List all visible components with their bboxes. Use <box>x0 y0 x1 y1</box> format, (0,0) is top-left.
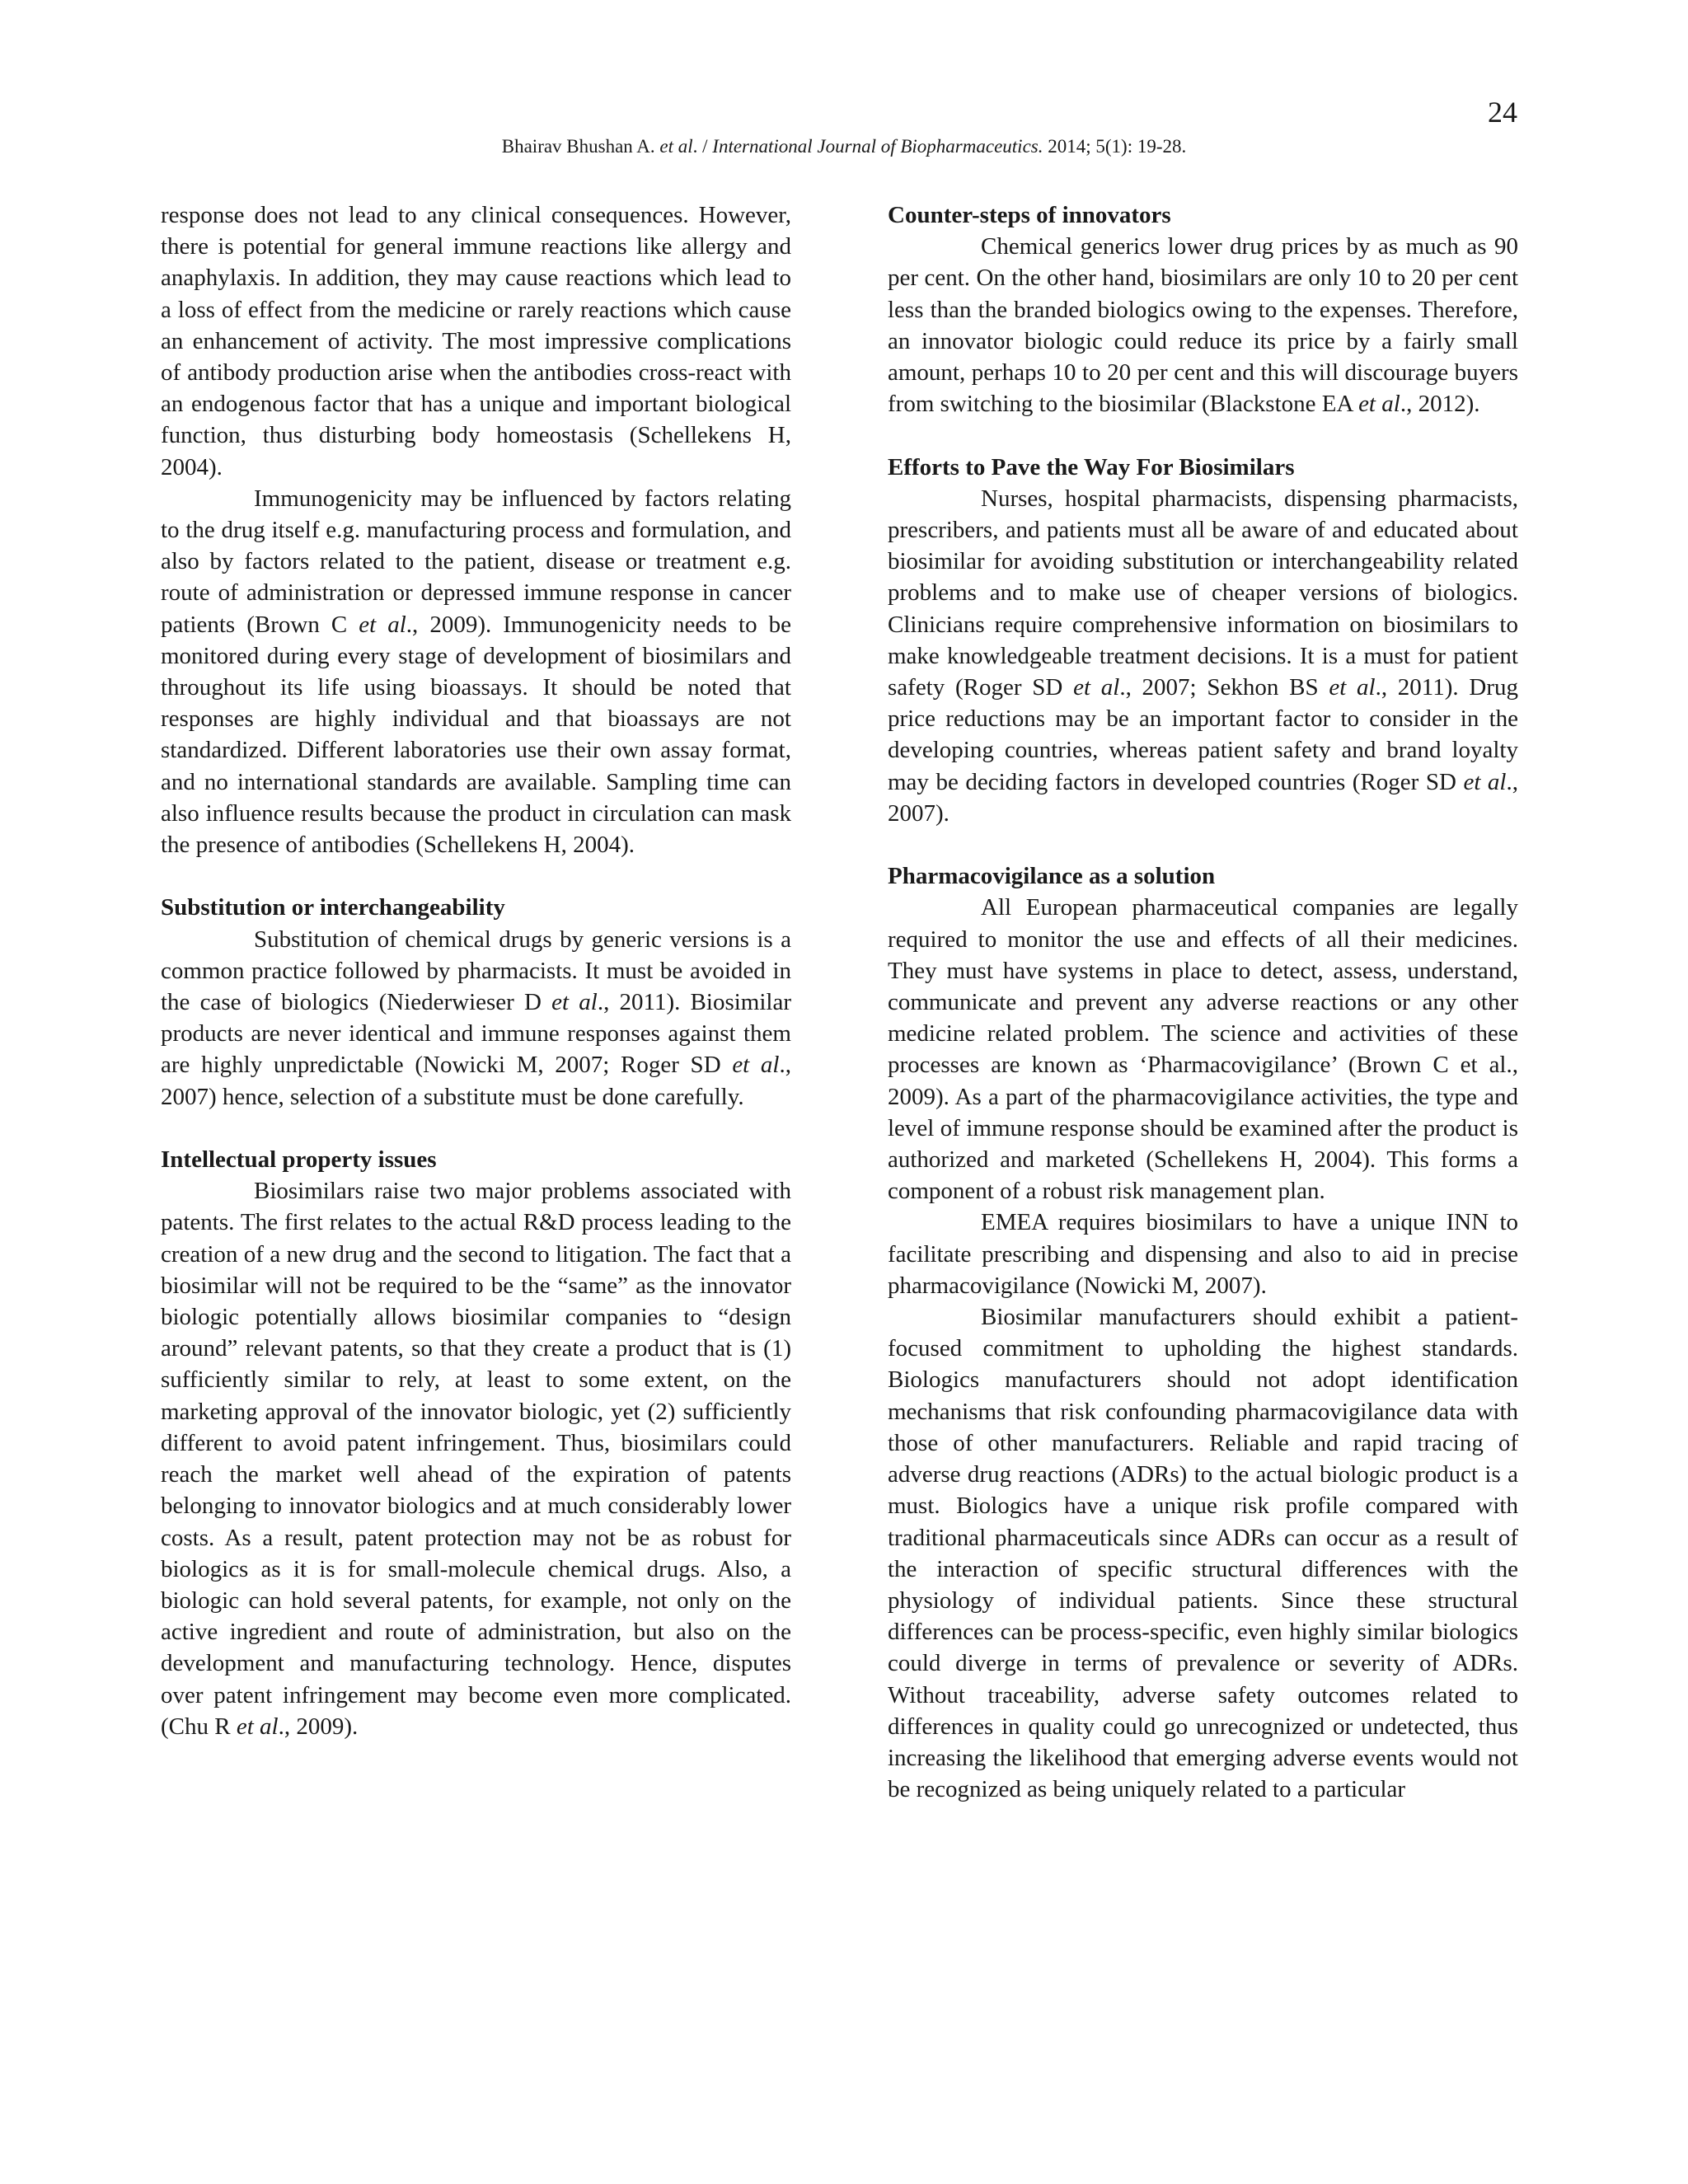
paragraph-pharmacovigilance: All European pharmaceutical companies are legally required to monitor the use and effects of all their medicines. They must have systems in place to detect, assess, understand, communicate and prevent any adverse reactions or any other medicine related problem. The science and activities of these processes are known as ‘Pharmacovigilance’ (Brown C et al., 2009). As a part of the pharmacovigilance activities, the type and level of immune response should be examined after the product is authorized and marketed (Schellekens H, 2004). This forms a component of a robust risk management plan. <box>888 894 1518 1205</box>
running-header <box>0 136 1688 157</box>
journal-name: International Journal of Biopharmaceutics. <box>712 136 1043 157</box>
paragraph-manufacturers: Biosimilar manufacturers should exhibit a patient-focused commitment to upholding the highest standards. Biologics manufacturers should not adopt identification mechanisms that risk confounding pharmacovigilance data with those of other manufacturers. Reliable and rapid tracing of adverse drug reactions (ADRs) to the actual biologic product is a must. Biologics have a unique risk profile compared with traditional pharmaceuticals since ADRs can occur as a result of the interaction of specific structural differences with the physiology of individual patients. Since these structural differences can be process-specific, even highly similar biologics could diverge in terms of prevalence or severity of ADRs. Without traceability, adverse safety outcomes related to differences in quality could go unrecognized or undetected, thus increasing the likelihood that emerging adverse events would not be recognized as being uniquely related to a particular <box>888 1304 1518 1803</box>
left-column <box>161 199 791 1742</box>
heading-counter-steps: Counter-steps of innovators <box>888 202 1171 228</box>
citation-etal: et al <box>659 136 693 157</box>
heading-pharmacovigilance: Pharmacovigilance as a solution <box>888 863 1216 890</box>
right-column <box>888 199 1518 1805</box>
paragraph-immune-reactions: response does not lead to any clinical consequences. However, there is potential for general immune reactions like allergy and anaphylaxis. In addition, they may cause reactions which lead to a loss of effect from the medicine or rarely reactions which cause an enhancement of activity. The most impressive complications of antibody production arise when the antibodies cross-react with an endogenous factor that has a unique and important biological function, thus disturbing body homeostasis (Schellekens H, 2004). <box>161 202 791 480</box>
paragraph-counter-steps: Chemical generics lower drug prices by as much as 90 per cent. On the other hand, biosimilars are only 10 to 20 per cent less than the branded biologics owing to the expenses. Therefore, an innovator biologic could reduce its price by a fairly small amount, perhaps 10 to 20 per cent and this will discourage buyers from switching to the biosimilar (Blackstone EA et al., 2012). <box>888 233 1518 418</box>
citation-separator: . / <box>692 136 713 157</box>
citation-volume: 2014; 5(1): 19-28. <box>1043 136 1187 157</box>
paragraph-immunogenicity: Immunogenicity may be influenced by factors relating to the drug itself e.g. manufacturing process and formulation, and also by factors related to the patient, disease or treatment e.g. route of administration or depressed immune response in cancer patients (Brown C et al., 2009). Immunogenicity needs to be monitored during every stage of development of biosimilars and throughout its life using bioassays. It should be noted that responses are highly individual and that bioassays are not standardized. Different laboratories use their own assay format, and no international standards are available. Sampling time can also influence results because the product in circulation can mask the presence of antibodies (Schellekens H, 2004). <box>161 485 791 859</box>
page-number: 24 <box>1488 96 1517 129</box>
heading-efforts: Efforts to Pave the Way For Biosimilars <box>888 453 1295 480</box>
paragraph-substitution: Substitution of chemical drugs by generic versions is a common practice followed by pharmacists. It must be avoided in the case of biologics (Niederwieser D et al., 2011). Biosimilar products are never identical and immune responses against them are highly unpredictable (Nowicki M, 2007; Roger SD et al., 2007) hence, selection of a substitute must be done carefully. <box>161 926 791 1110</box>
paragraph-intellectual-property: Biosimilars raise two major problems associated with patents. The first relates to the actual R&D process leading to the creation of a new drug and the second to litigation. The fact that a biosimilar will not be required to be the “same” as the innovator biologic potentially allows biosimilar companies to “design around” relevant patents, so that they create a product that is (1) sufficiently similar to rely, at least to some extent, on the marketing approval of the innovator biologic, yet (2) sufficiently different to avoid patent infringement. Thus, biosimilars could reach the market well ahead of the expiration of patents belonging to innovator biologics and at much considerably lower costs. As a result, patent protection may not be as robust for biologics as it is for small-molecule chemical drugs. Also, a biologic can hold several patents, for example, not only on the active ingredient and route of administration, but also on the development and manufacturing technology. Hence, disputes over patent infringement may become even more complicated. (Chu R et al., 2009). <box>161 1178 791 1740</box>
citation-authors: Bhairav Bhushan A. <box>501 136 660 157</box>
heading-substitution: Substitution or interchangeability <box>161 894 505 921</box>
paragraph-emea: EMEA requires biosimilars to have a unique INN to facilitate prescribing and dispensing and also to aid in precise pharmacovigilance (Nowicki M, 2007). <box>888 1209 1518 1299</box>
paragraph-efforts: Nurses, hospital pharmacists, dispensing pharmacists, prescribers, and patients must all be aware of and educated about biosimilar for avoiding substitution or interchangeability related problems and to make use of cheaper versions of biologics. Clinicians require comprehensive information on biosimilars to make knowledgeable treatment decisions. It is a must for patient safety (Roger SD et al., 2007; Sekhon BS et al., 2011). Drug price reductions may be an important factor to consider in the developing countries, whereas patient safety and brand loyalty may be deciding factors in developed countries (Roger SD et al., 2007). <box>888 485 1518 827</box>
heading-intellectual-property: Intellectual property issues <box>161 1146 437 1174</box>
